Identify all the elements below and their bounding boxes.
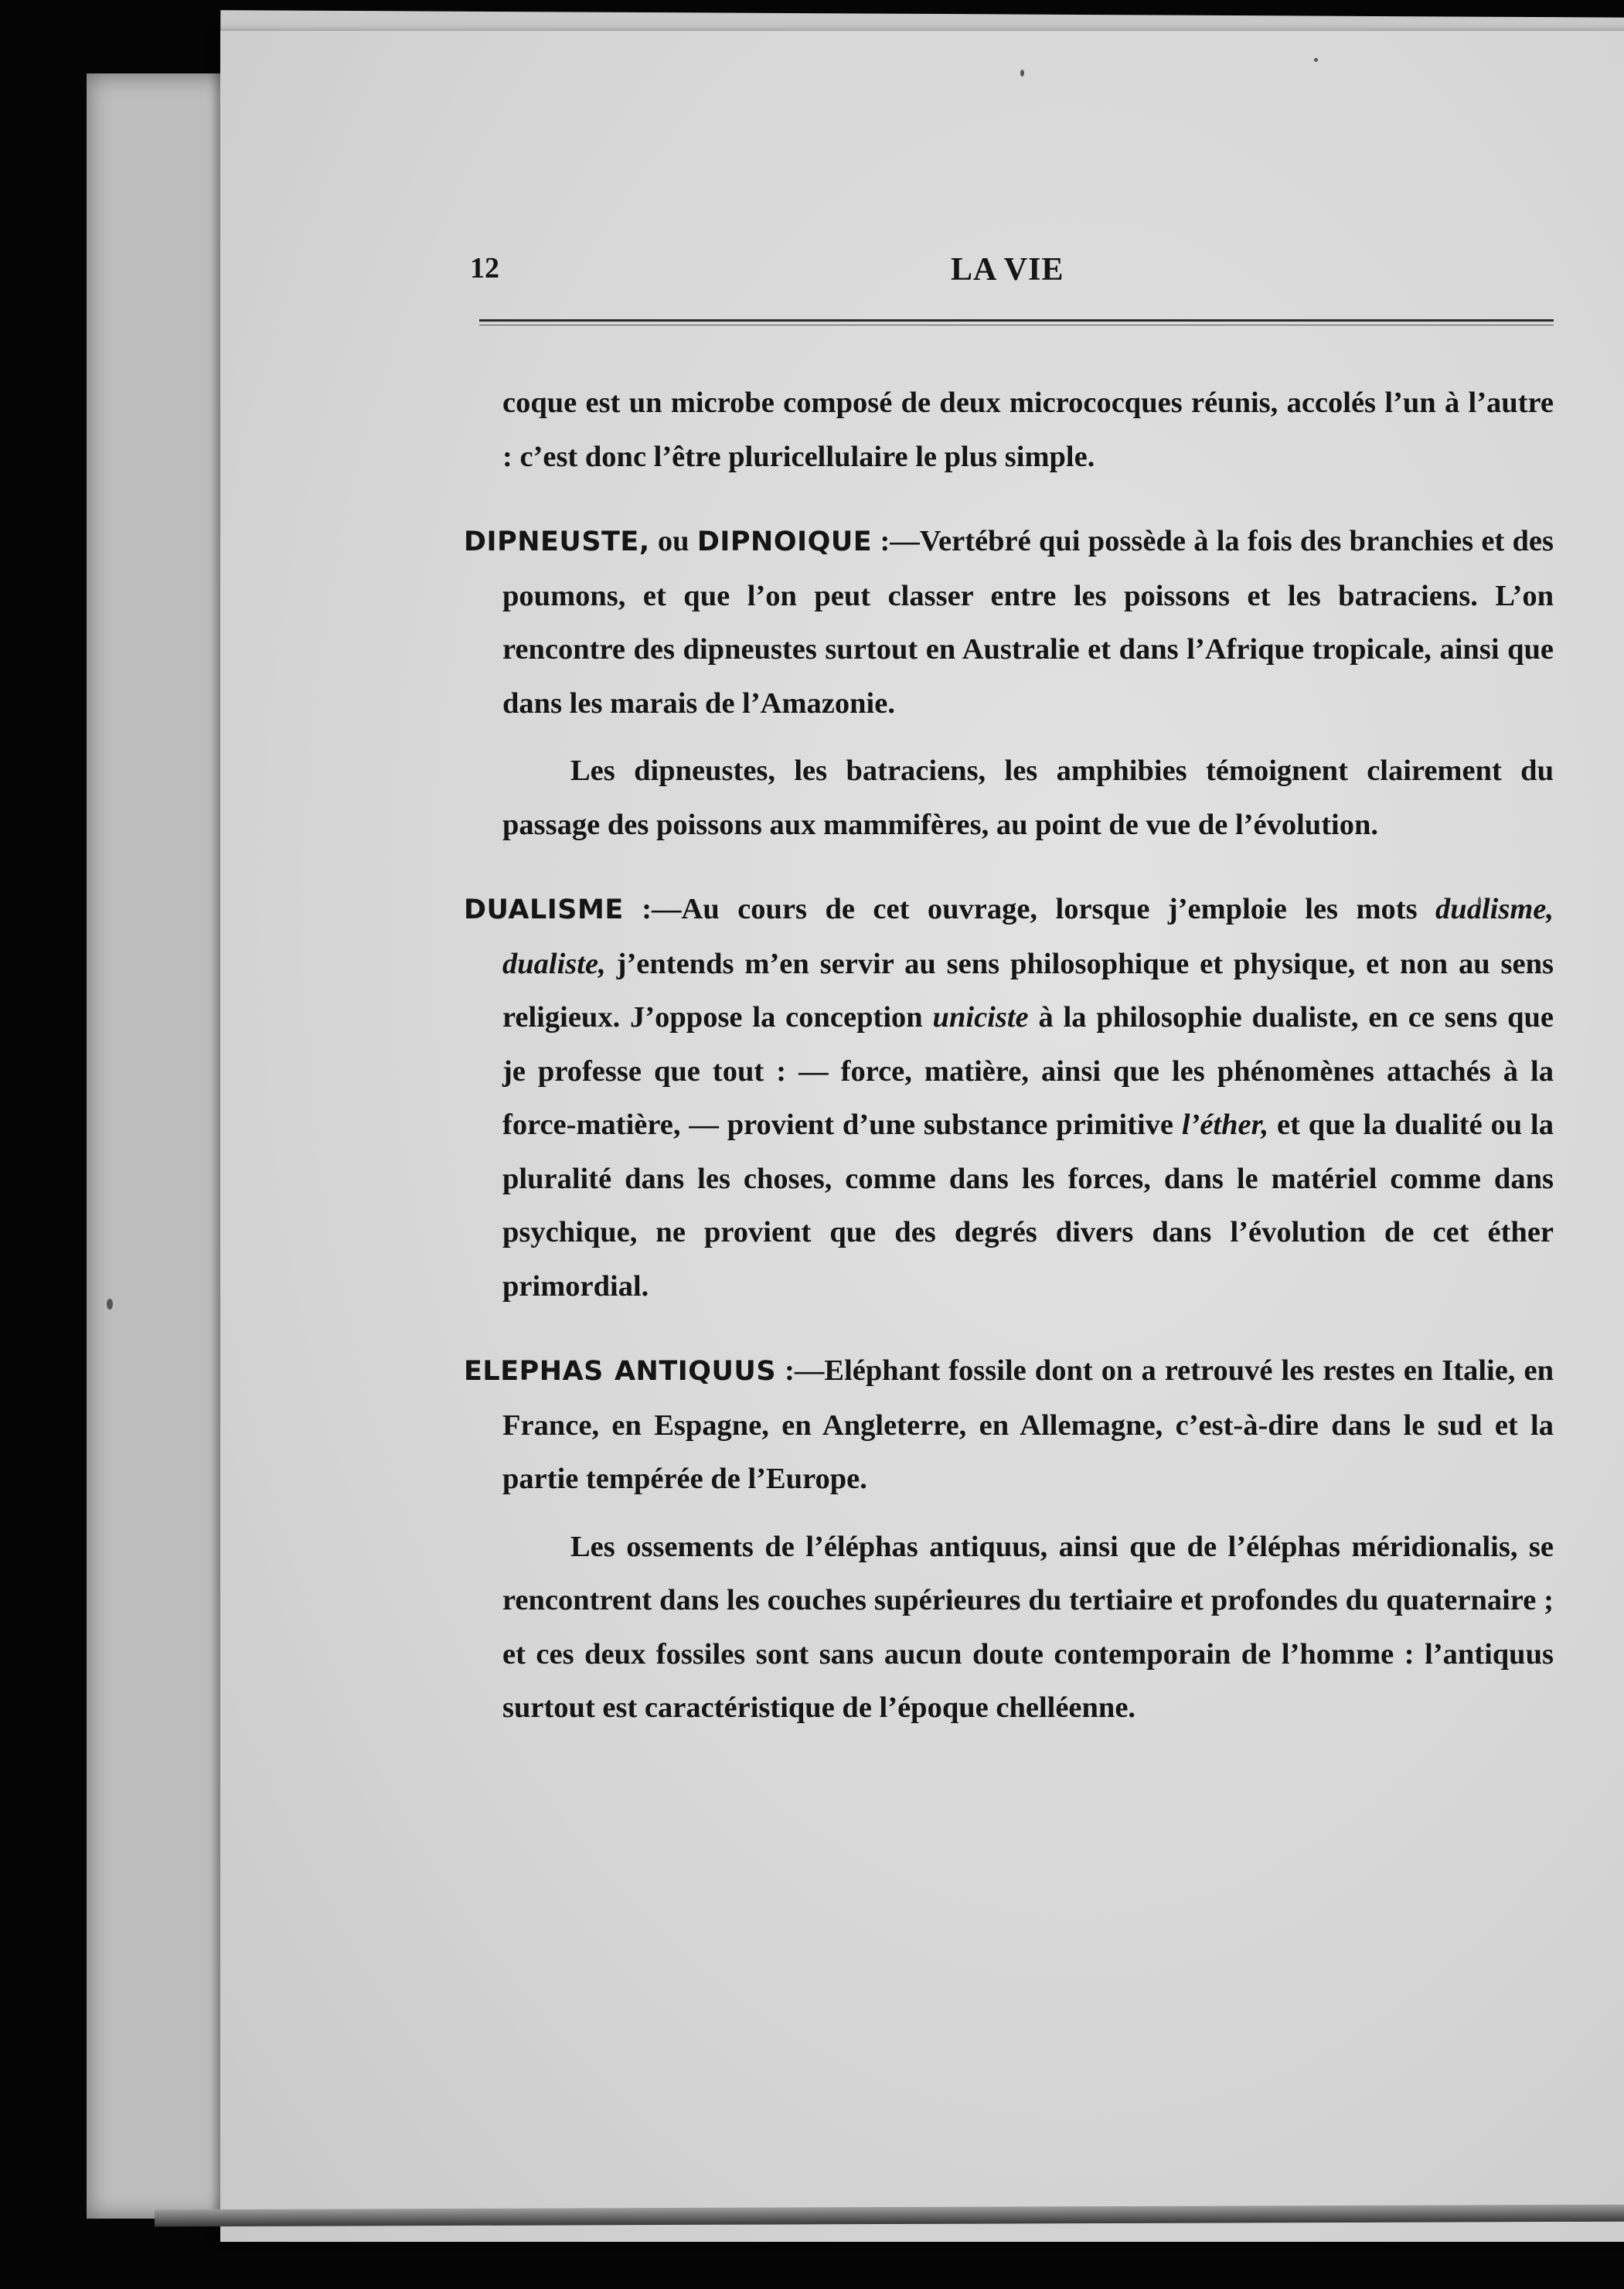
entry-term: ELEPHAS ANTIQUUS (464, 1356, 777, 1387)
entry-definition-part: :—Au cours de cet ouvrage, lorsque j’emploie les mots (623, 893, 1436, 925)
entry-italic-word: l’éther, (1181, 1109, 1269, 1141)
entry-term: DUALISME (464, 894, 624, 925)
entry-italic-word: uniciste (932, 1001, 1029, 1034)
entry-connector: ou (649, 525, 697, 557)
entry-definition-part: à la philosophie dualiste, en ce sens que je professe que tout : — force, matière, ainsi que les phénomènes attachés à la force-matière, — provient d’une substance primitive (502, 1001, 1554, 1141)
entry-paragraph: Les dipneustes, les batraciens, les amphibies témoignent clairement du passage des poissons aux mammifères, au point de vue de l’évolution. (502, 754, 1554, 841)
running-head (464, 251, 1554, 305)
header-rule (479, 319, 1554, 322)
entry-definition: :—Vertébré qui possède à la fois des branchies et des poumons, et que l’on peut classer entre les poissons et les batraciens. L’on rencontre des dipneustes surtout en Australie et dans l’Afrique tropicale, ainsi que dans les marais de l’Amazonie. (502, 525, 1554, 720)
entry-term: DIPNEUSTE, (464, 526, 650, 557)
entry-paragraph: Les ossements de l’éléphas antiquus, ainsi que de l’éléphas méridionalis, se rencontrent dans les couches supérieures du tertiaire et profondes du quaternaire ; et ces deux fossiles sont sans aucun doute contemporain de l’homme : l’antiquus surtout est caractéristique de l’époque chelléenne. (502, 1530, 1554, 1724)
entry-definition: :—Eléphant fossile dont on a retrouvé les restes en Italie, en France, en Espagne, en Angleterre, en Allemagne, c’est-à-dire dans le sud et la partie tempérée de l’Europe. (502, 1354, 1554, 1495)
entry-italic-word: dualisme, dualiste, (502, 893, 1554, 980)
running-title: LA VIE (951, 252, 1064, 288)
glossary-entry-elephas-antiquus (464, 1344, 1554, 1507)
entry-term-alt: DIPNOIQUE (696, 526, 873, 557)
page-content (464, 251, 1554, 1724)
glossary-entry-dipneuste (464, 515, 1554, 731)
entry-definition-part: et que la dualité ou la pluralité dans les choses, comme dans les forces, dans le matériel comme dans psychique, ne provient que des degrés divers dans l’évolution de cet éther primordial. (502, 1109, 1554, 1303)
speck (107, 1299, 113, 1310)
intro-paragraph: coque est un microbe composé de deux micrococques réunis, accolés l’un à l’autre : c’est donc l’être pluricellulaire le plus simple. (502, 387, 1554, 473)
entry-definition-part: j’entends m’en servir au sens philosophique et physique, et non au sens religieux. J’oppose la conception (502, 947, 1554, 1034)
page-number: 12 (470, 252, 499, 284)
speck (1020, 70, 1024, 77)
speck (1314, 58, 1318, 62)
glossary-entry-dualisme (464, 883, 1554, 1313)
page-body (464, 376, 1554, 1735)
